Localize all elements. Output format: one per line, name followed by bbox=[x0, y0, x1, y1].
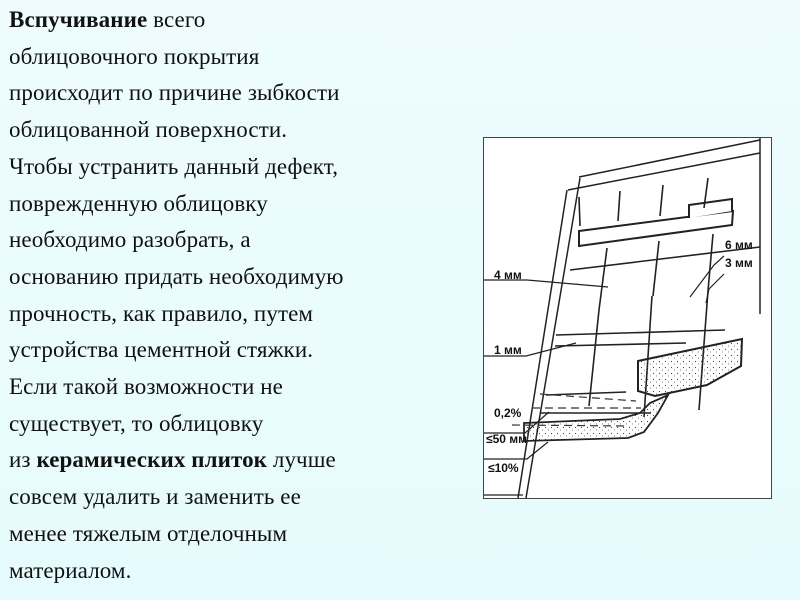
grid-vline-3 bbox=[660, 185, 663, 216]
text-fragment: Если такой возможности не bbox=[9, 374, 283, 400]
grid-vline-7 bbox=[708, 234, 713, 291]
text-fragment: существует, то облицовку bbox=[9, 410, 264, 436]
text-fragment: поврежденную облицовку bbox=[9, 190, 268, 216]
text-line bbox=[9, 332, 479, 369]
text-fragment: материалом. bbox=[9, 557, 132, 583]
grid-vline-2 bbox=[618, 191, 620, 221]
bold-text-fragment: Вспучивание bbox=[9, 7, 148, 32]
bold-text-fragment: керамических плиток bbox=[36, 447, 268, 473]
text-line bbox=[9, 296, 479, 333]
text-line bbox=[9, 479, 479, 516]
text-fragment: совсем удалить и заменить ее bbox=[9, 484, 301, 510]
text-fragment: устройства цементной стяжки. bbox=[9, 337, 314, 363]
upper-screed-fill bbox=[638, 339, 742, 396]
text-fragment: из bbox=[9, 447, 37, 473]
text-line bbox=[9, 516, 479, 553]
text-fragment: менее тяжелым отделочным bbox=[9, 520, 288, 546]
grid-hline-4 bbox=[546, 392, 626, 395]
tile-detail-diagram bbox=[483, 137, 772, 499]
grid-vline-1 bbox=[579, 197, 580, 226]
text-line bbox=[9, 259, 479, 296]
six-mm-leader bbox=[690, 256, 724, 297]
text-line bbox=[9, 442, 479, 479]
text-line bbox=[9, 406, 479, 443]
text-line bbox=[9, 222, 479, 259]
text-fragment: основанию придать необходимую bbox=[9, 263, 344, 289]
max-50mm-label: ≤50 мм bbox=[486, 432, 528, 446]
text-line bbox=[9, 2, 479, 39]
text-fragment: облицованной поверхности. bbox=[9, 117, 288, 143]
text-fragment: происходит по причине зыбкости bbox=[9, 80, 340, 106]
upper-edge-line bbox=[568, 153, 760, 190]
text-line bbox=[9, 39, 479, 76]
text-fragment: облицовочного покрытия bbox=[9, 43, 260, 69]
slope-label: 0,2% bbox=[494, 406, 522, 420]
text-line bbox=[9, 149, 479, 186]
diagram-svg bbox=[484, 138, 772, 499]
lower-screed-fill bbox=[524, 395, 668, 441]
text-line bbox=[9, 369, 479, 406]
grid-vline-6 bbox=[653, 241, 659, 296]
left-inner-slope-line bbox=[518, 190, 567, 498]
text-fragment: Чтобы устранить данный дефект, bbox=[9, 153, 339, 179]
text-fragment: всего bbox=[147, 7, 206, 32]
grid-vline-9 bbox=[644, 296, 652, 417]
text-line bbox=[9, 553, 479, 590]
upper-structure bbox=[518, 138, 760, 498]
six-mm-label: 6 мм bbox=[725, 238, 753, 252]
text-fragment: необходимо разобрать, а bbox=[9, 227, 251, 253]
four-mm-label: 4 мм bbox=[494, 268, 522, 282]
grid-vline-5 bbox=[599, 248, 607, 310]
grid-vline-8 bbox=[589, 310, 599, 406]
body-text bbox=[9, 2, 479, 589]
text-fragment: прочность, как правило, путем bbox=[9, 300, 314, 326]
text-line bbox=[9, 112, 479, 149]
left-slope-line bbox=[526, 178, 580, 498]
text-line bbox=[9, 186, 479, 223]
protruding-board bbox=[579, 211, 733, 246]
one-mm-label: 1 мм bbox=[494, 343, 522, 357]
dashed-line-1 bbox=[540, 394, 636, 401]
protruding-tile-detail bbox=[579, 199, 733, 246]
three-mm-label: 3 мм bbox=[725, 256, 753, 270]
grid-hline-2 bbox=[556, 330, 725, 335]
max-10pct-label: ≤10% bbox=[488, 461, 519, 475]
text-fragment: лучше bbox=[267, 447, 336, 473]
text-line bbox=[9, 75, 479, 112]
